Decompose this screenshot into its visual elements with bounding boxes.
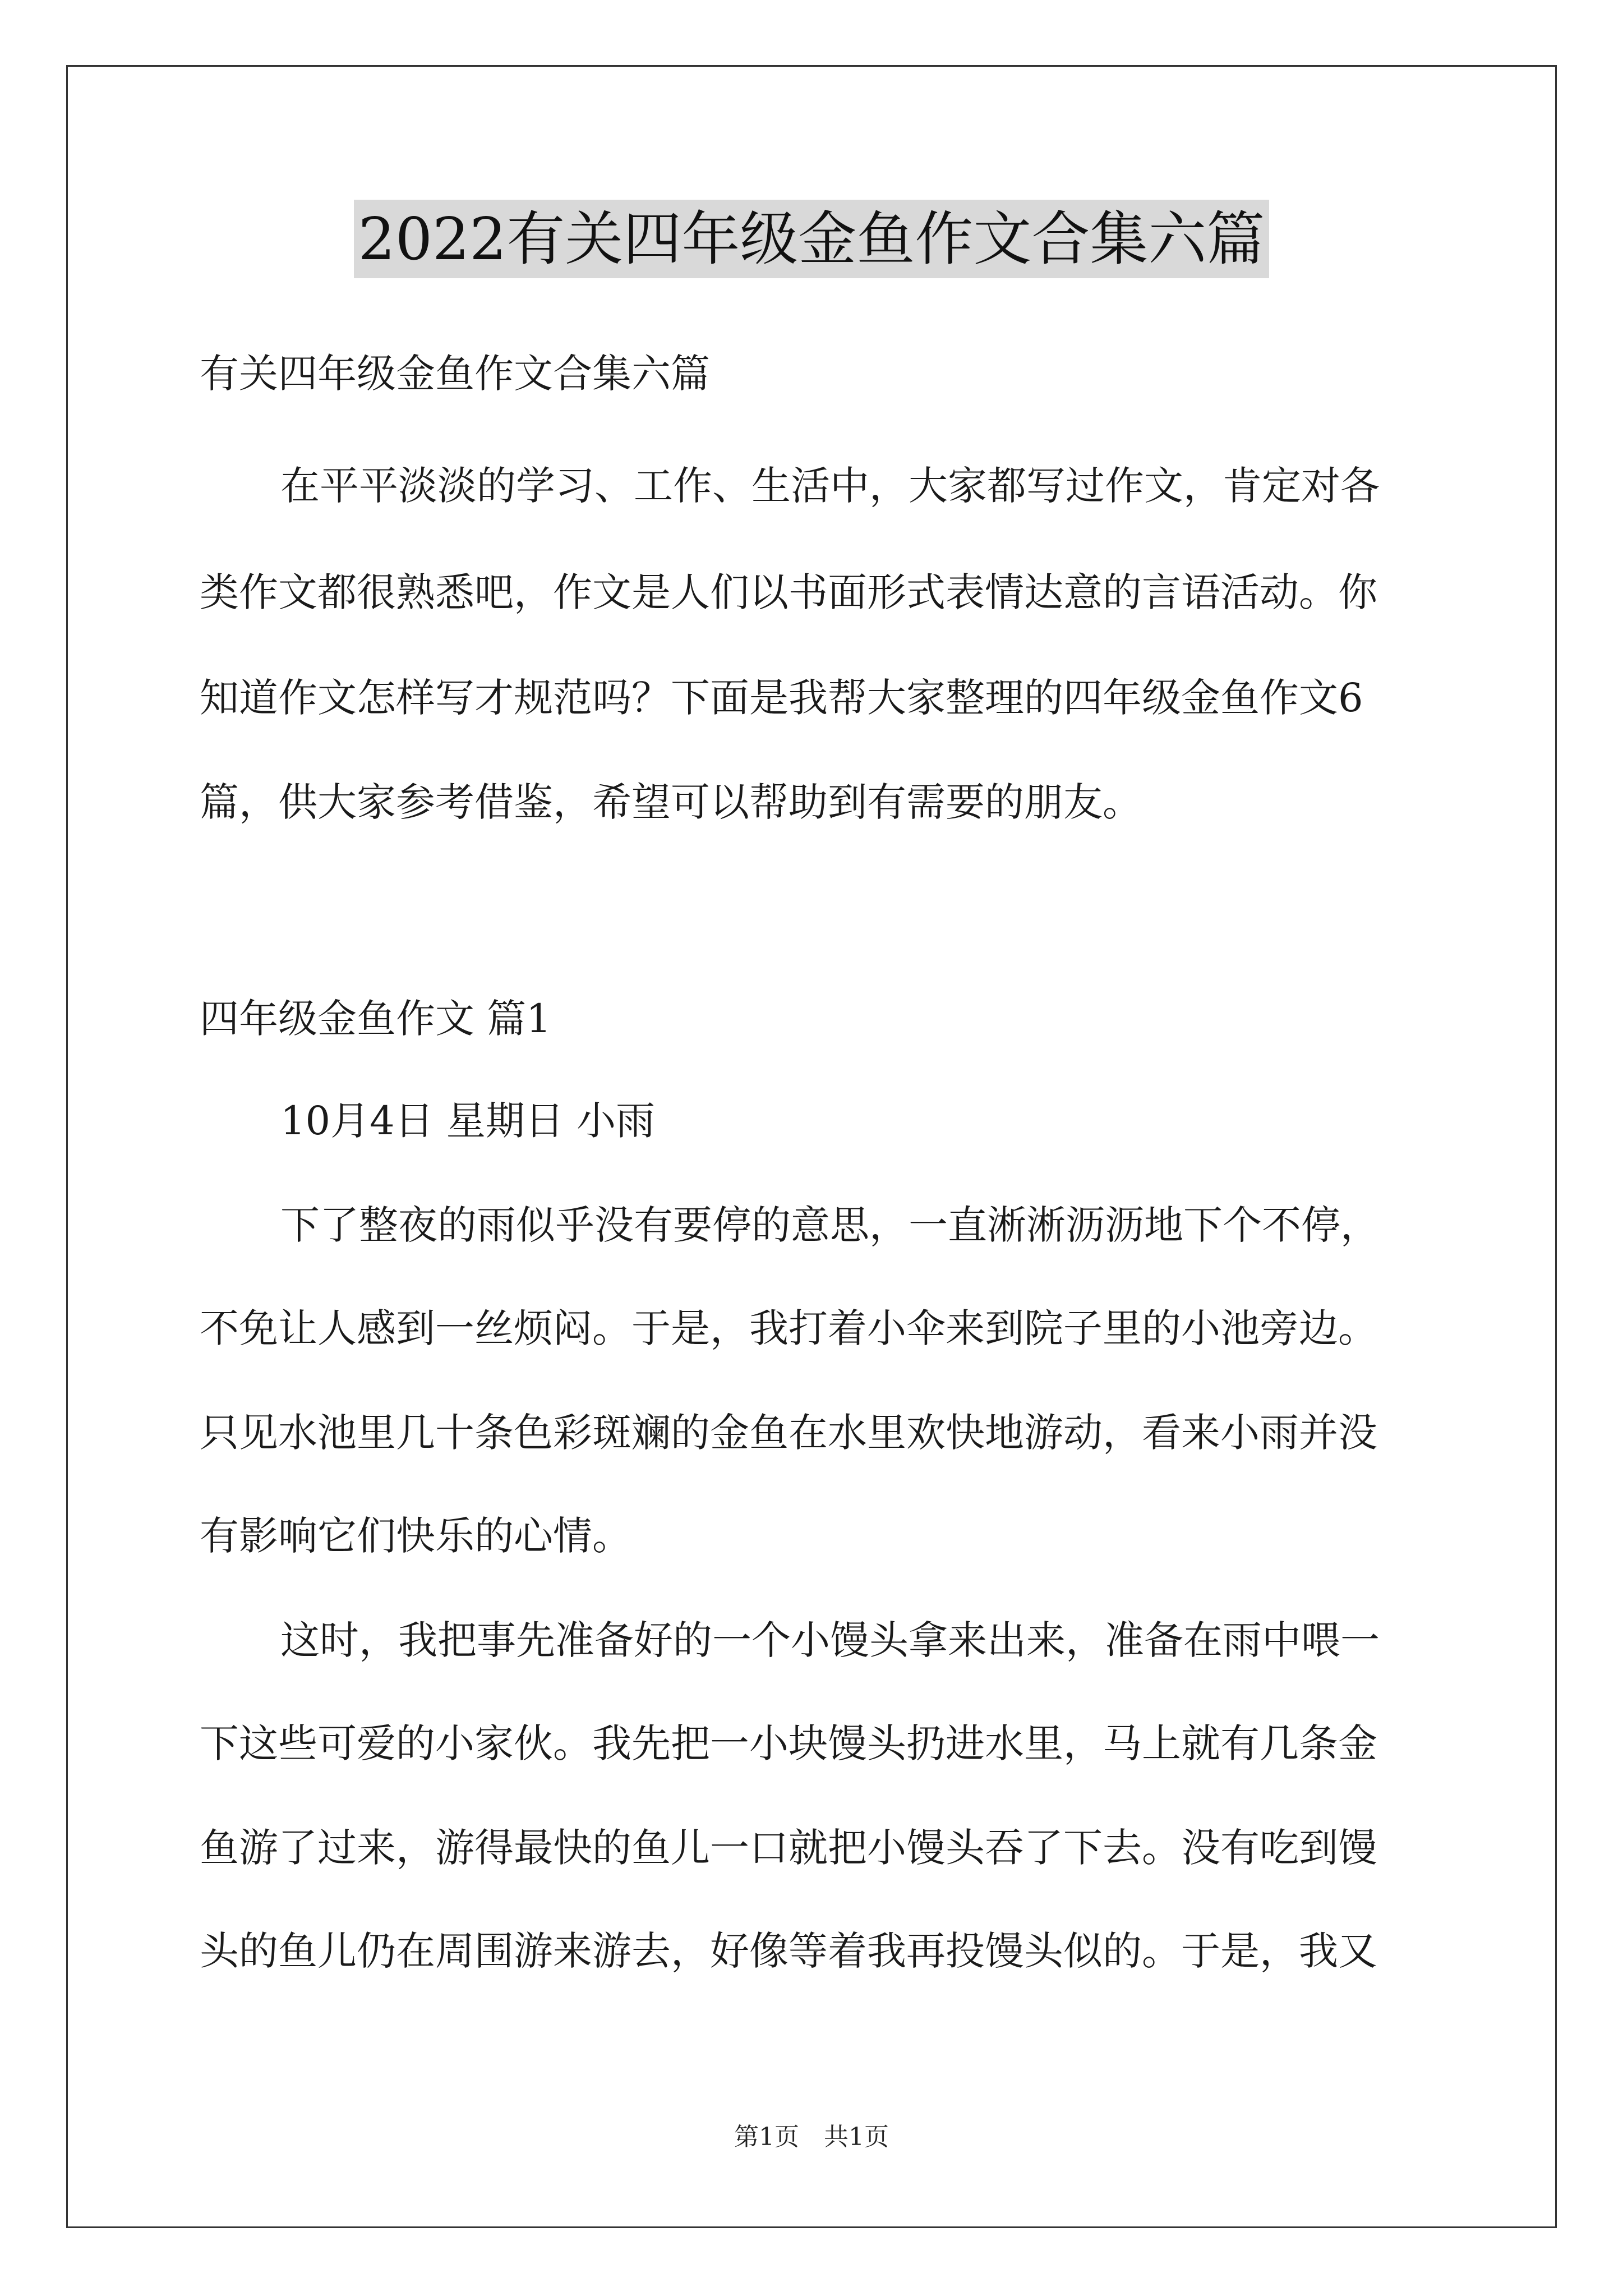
paragraph-line: 鱼游了过来，游得最快的鱼儿一口就把小馒头吞了下去。没有吃到馒 — [200, 1825, 1377, 1871]
intro-line: 篇，供大家参考借鉴，希望可以帮助到有需要的朋友。 — [200, 779, 1142, 825]
intro-line: 在平平淡淡的学习、工作、生活中，大家都写过作文，肯定对各 — [280, 463, 1380, 509]
paragraph-line: 有影响它们快乐的心情。 — [200, 1513, 631, 1559]
section-heading: 四年级金鱼作文 篇1 — [200, 996, 551, 1042]
document-title-text: 2022有关四年级金鱼作文合集六篇 — [354, 200, 1270, 278]
paragraph-line: 只见水池里几十条色彩斑斓的金鱼在水里欢快地游动，看来小雨并没 — [200, 1410, 1377, 1456]
paragraph-line: 不免让人感到一丝烦闷。于是，我打着小伞来到院子里的小池旁边。 — [200, 1305, 1377, 1351]
page-footer: 第1页 共1页 — [734, 2123, 889, 2151]
document-subtitle: 有关四年级金鱼作文合集六篇 — [200, 351, 710, 397]
paragraph-line: 头的鱼儿仍在周围游来游去，好像等着我再投馒头似的。于是，我又 — [200, 1928, 1377, 1974]
document-title — [0, 200, 1623, 278]
intro-line: 类作文都很熟悉吧，作文是人们以书面形式表情达意的言语活动。你 — [200, 569, 1377, 615]
intro-line: 知道作文怎样写才规范吗？下面是我帮大家整理的四年级金鱼作文6 — [200, 675, 1363, 721]
date-line: 10月4日 星期日 小雨 — [280, 1098, 656, 1144]
paragraph-line: 下了整夜的雨似乎没有要停的意思，一直淅淅沥沥地下个不停， — [280, 1202, 1380, 1248]
paragraph-line: 这时，我把事先准备好的一个小馒头拿来出来，准备在雨中喂一 — [280, 1617, 1380, 1663]
paragraph-line: 下这些可爱的小家伙。我先把一小块馒头扔进水里，马上就有几条金 — [200, 1720, 1377, 1766]
